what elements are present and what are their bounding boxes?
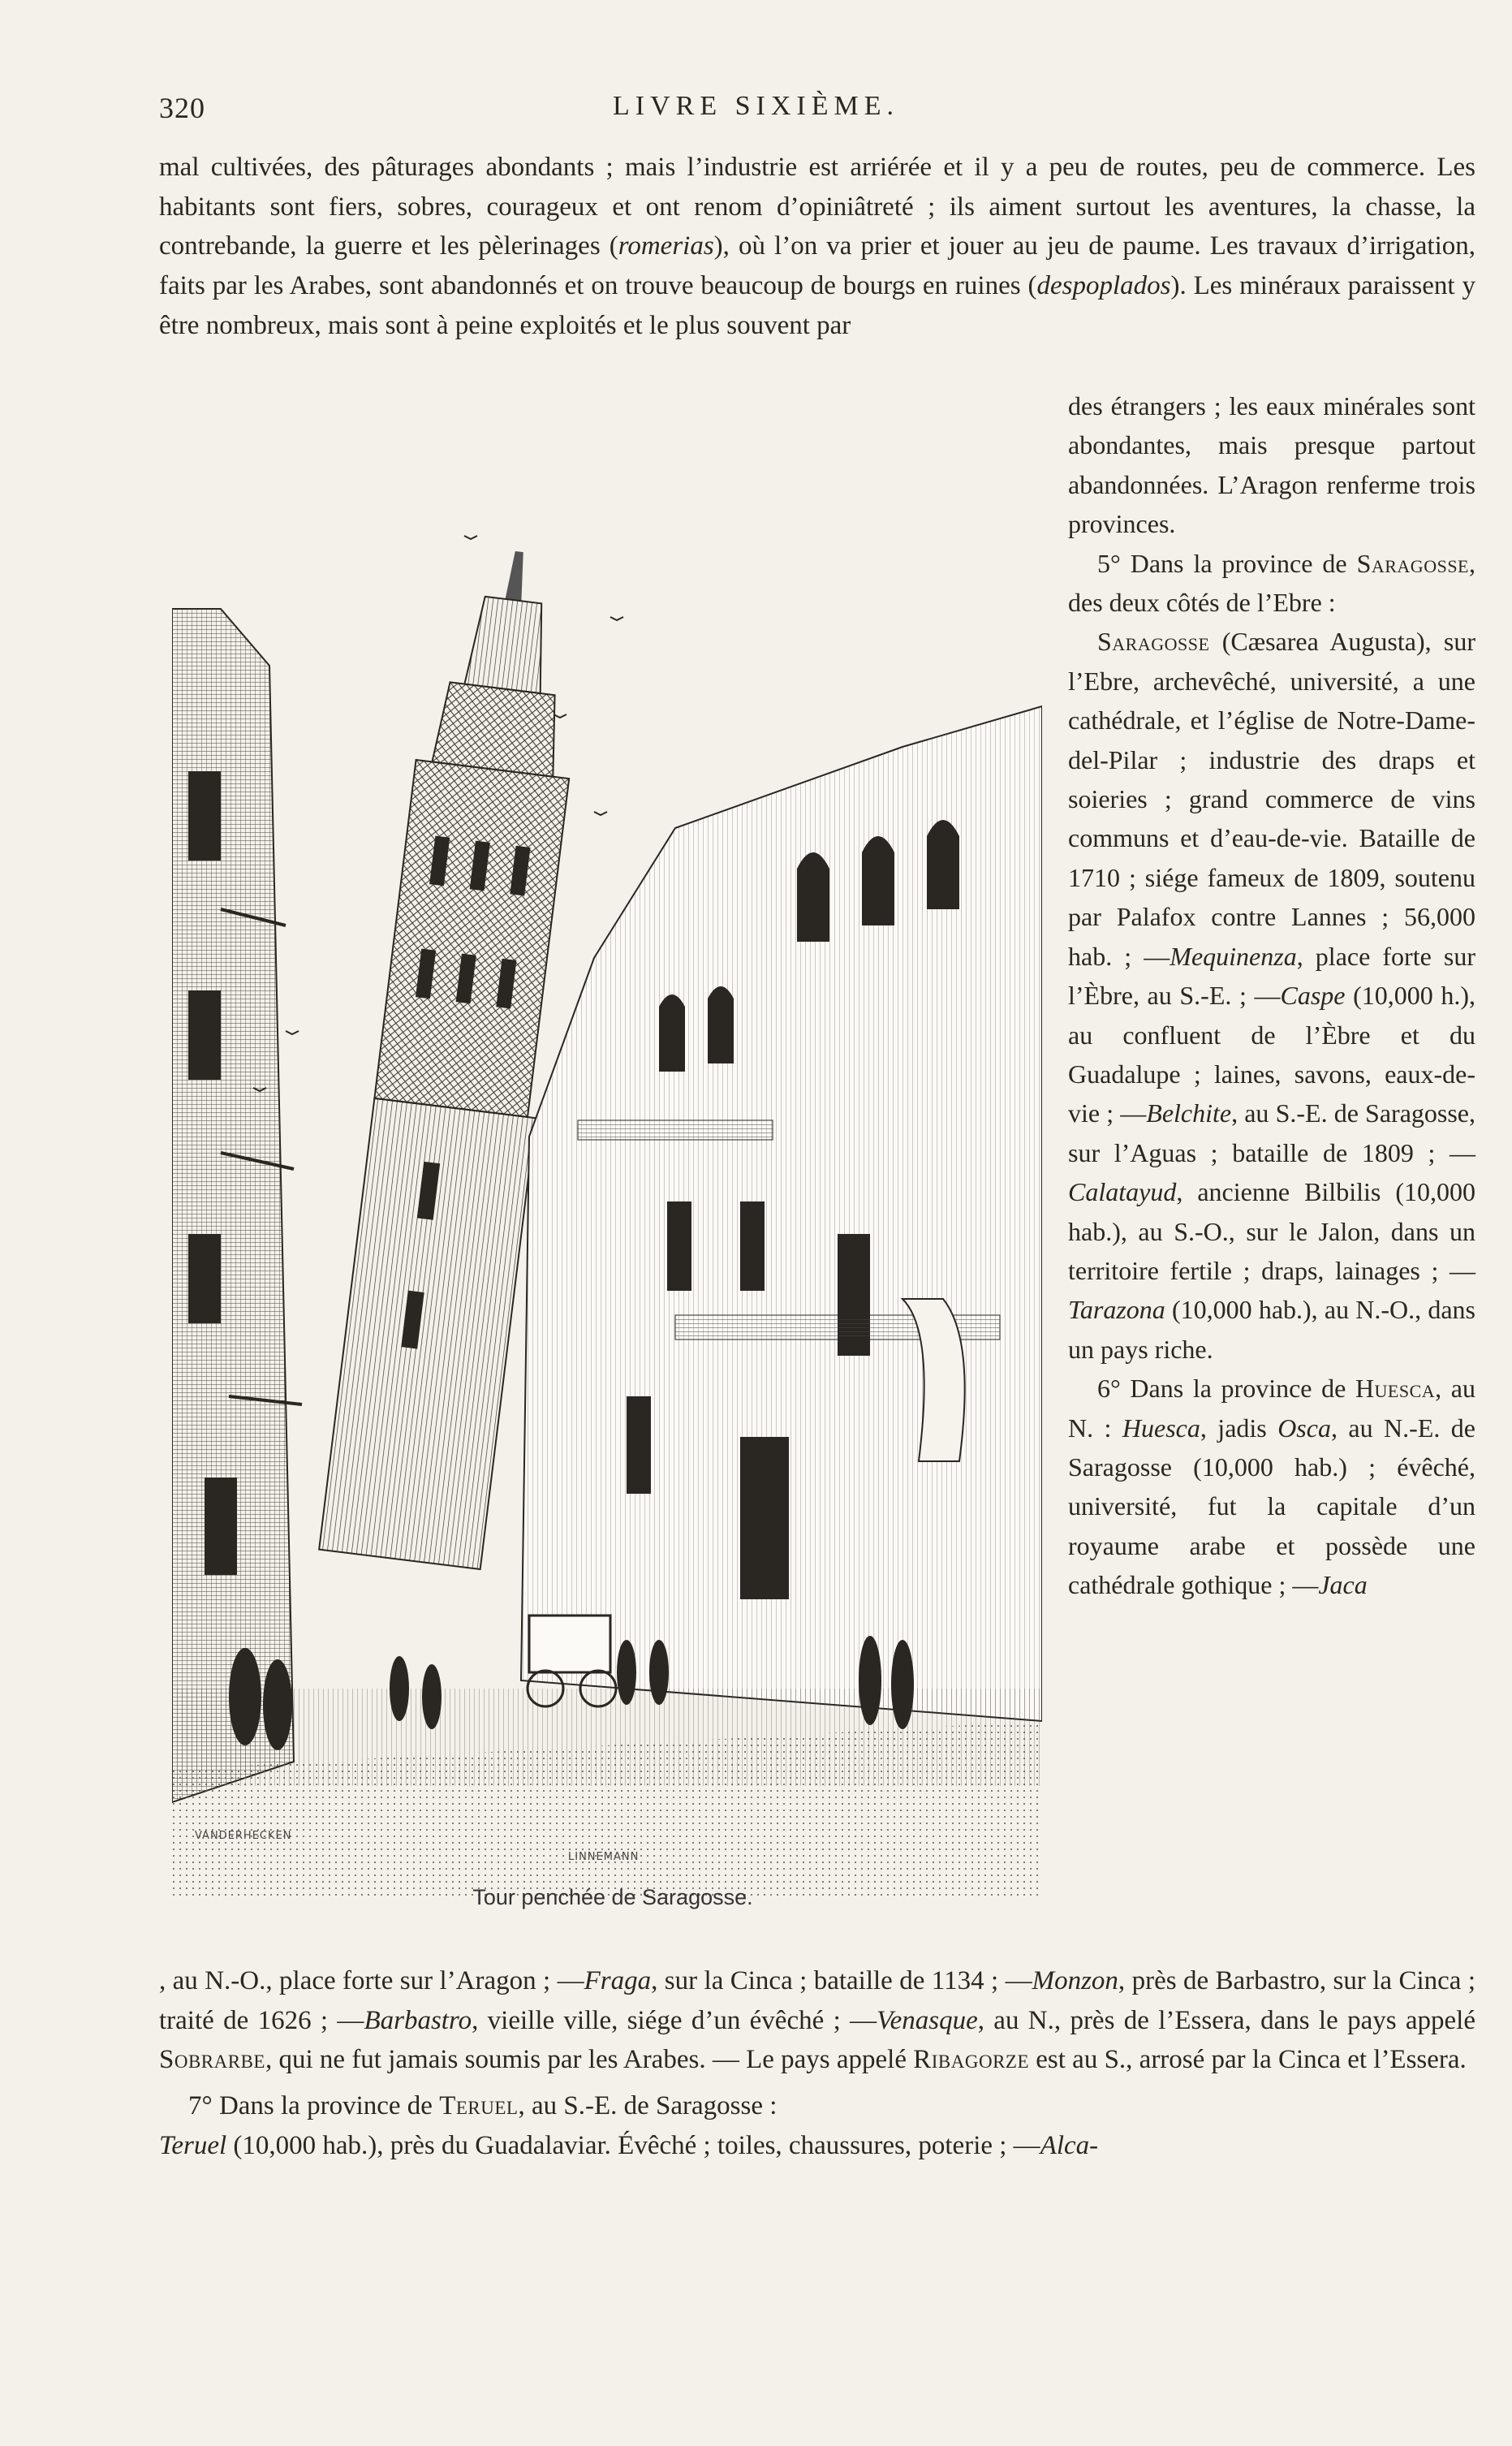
left-buildings — [172, 609, 302, 1802]
side-continuation: des étrangers ; les eaux minérales sont abondantes, mais presque partout abandonnées. L’Aragon renferme trois provinces. — [1068, 391, 1475, 539]
running-title: LIVRE SIXIÈME. — [613, 91, 899, 121]
page-number: 320 — [159, 92, 205, 124]
engraving-leaning-tower — [172, 503, 1042, 1900]
right-buildings — [521, 706, 1042, 1721]
section-6-heading: 6° Dans la province de Huesca, au N. : Huesca, jadis Osca, au N.-E. de Saragosse (10,000 hab.) ; évêché, université, fut la capitale d’un royaume arabe et possède une cathédrale gothique ; —Jaca — [1068, 1374, 1476, 1600]
page-header — [0, 91, 1512, 132]
saragosse-entry: Saragosse (Cæsarea Augusta), sur l’Ebre, archevêché, université, a une cathédrale, et l’église de Notre-Dame-del-Pilar ; industrie des draps et soieries ; grand commerce de vins communs et d’eau-de-vie. Bataille de 1710 ; siége fameux de 1809, soutenu par Palafox contre Lannes ; 56,000 hab. ; —Mequinenza, place forte sur l’Èbre, au S.-E. ; —Caspe (10,000 h.), au confluent de l’Èbre et du Guadalupe ; laines, savons, eaux-de-vie ; —Belchite, au S.-E. de Saragosse, sur l’Aguas ; bataille de 1809 ; —Calatayud, ancienne Bilbilis (10,000 hab.), au S.-O., sur le Jalon, dans un territoire fertile ; draps, lainages ; —Tarazona (10,000 hab.), au N.-O., dans un pays riche. — [1068, 627, 1476, 1364]
bottom-paragraph — [159, 1961, 1475, 2166]
side-column — [1068, 386, 1475, 1605]
top-paragraph: mal cultivées, des pâturages abondants ; mais l’industrie est arriérée et il y a peu de routes, peu de commerce. Les habitants sont fiers, sobres, courageux et ont renom d’opiniâtreté ; ils aiment surtout les aventures, la chasse, la contrebande, la guerre et les pèlerinages (romerias), où l’on va prier et jouer au jeu de paume. Les travaux d’irrigation, faits par les Arabes, sont abandonnés et on trouve beaucoup de bourgs en ruines (despoplados). Les minéraux paraissent y être nombreux, mais sont à peine exploités et le plus souvent par — [159, 153, 1475, 340]
tower-street-illustration — [172, 503, 1042, 1900]
section-7-heading: 7° Dans la province de Teruel, au S.-E. de Saragosse : — [188, 2091, 778, 2121]
engraver-signature-left: VANDERHECKEN — [195, 1830, 292, 1842]
engraver-signature-right: LINNEMANN — [568, 1851, 640, 1863]
figure-caption: Tour penchée de Saragosse. — [472, 1885, 753, 1909]
section-5-heading: 5° Dans la province de Saragosse, des deux côtés de l’Ebre : — [1068, 548, 1475, 618]
jaca-continuation: , au N.-O., place forte sur l’Aragon ; —Fraga, sur la Cinca ; bataille de 1134 ; —Monzon, près de Barbastro, sur la Cinca ; traité de 1626 ; —Barbastro, vieille ville, siége d’un évêché ; —Venasque, au N., près de l’Essera, dans le pays appelé Sobrarbe, qui ne fut jamais soumis par les Arabes. — Le pays appelé Ribagorze est au S., arrosé par la Cinca et l’Essera. — [159, 1966, 1476, 2075]
teruel-entry: Teruel (10,000 hab.), près du Guadalaviar. Évêché ; toiles, chaussures, poterie ; —Alca- — [159, 2130, 1099, 2160]
